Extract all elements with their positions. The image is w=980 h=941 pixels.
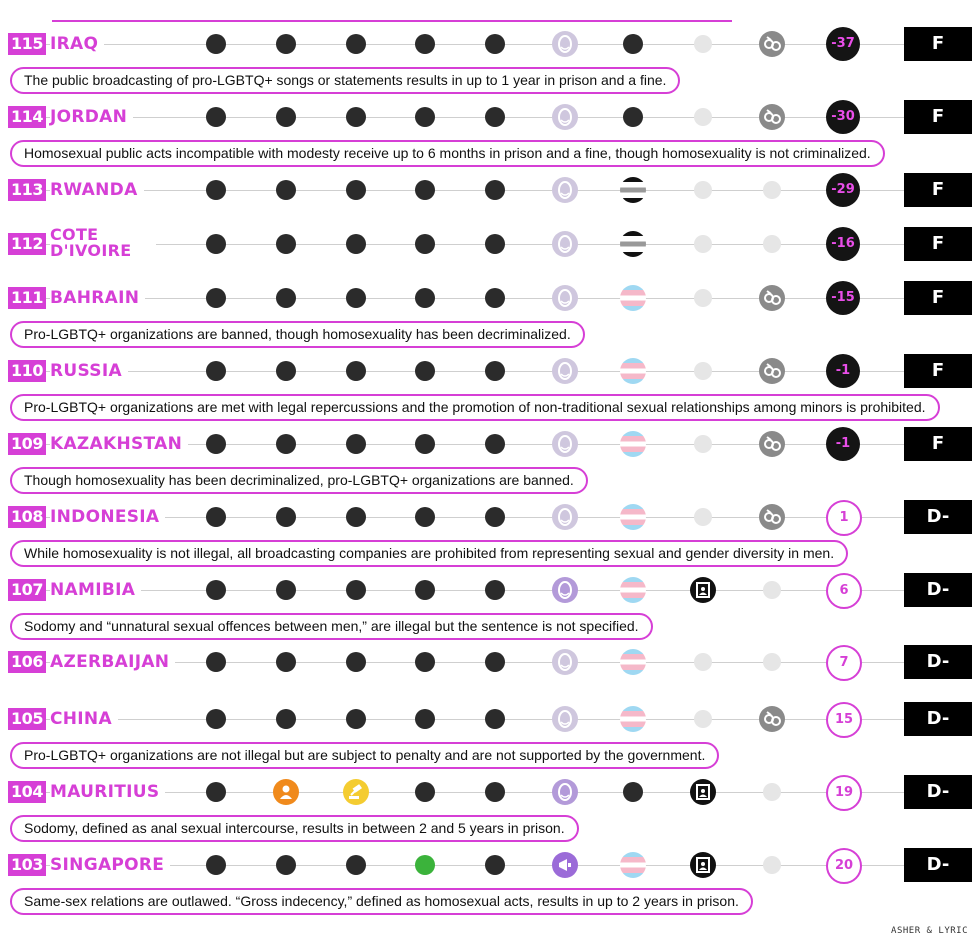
score-badge: 1	[826, 500, 862, 536]
trans-flag-icon	[620, 358, 646, 384]
handcuffs-icon	[759, 31, 785, 57]
grade-badge: F	[904, 354, 972, 388]
country-name: SINGAPORE	[50, 856, 170, 874]
dark-dot	[276, 434, 296, 454]
dark-dot	[276, 709, 296, 729]
note-callout: Pro-LGBTQ+ organizations are banned, though homosexuality has been decriminalized.	[10, 321, 585, 348]
light-dot	[763, 181, 781, 199]
dark-dot	[206, 434, 226, 454]
frame-icon	[690, 852, 716, 878]
dark-dot	[485, 107, 505, 127]
handcuffs-icon	[759, 285, 785, 311]
face-icon-purple	[552, 577, 578, 603]
grade-badge: F	[904, 100, 972, 134]
dark-dot	[623, 34, 643, 54]
country-name: COTE D'IVOIRE	[50, 227, 156, 259]
rank-badge: 113	[8, 179, 46, 201]
dark-dot	[206, 34, 226, 54]
light-dot	[694, 35, 712, 53]
grade-badge: D-	[904, 573, 972, 607]
score-badge: 19	[826, 775, 862, 811]
megaphone-icon	[552, 852, 578, 878]
rank-badge: 112	[8, 233, 46, 255]
face-icon-purple	[552, 779, 578, 805]
score-badge: 6	[826, 573, 862, 609]
country-name: BAHRAIN	[50, 289, 145, 307]
light-dot	[694, 653, 712, 671]
dark-dot	[485, 709, 505, 729]
trans-flag-icon	[620, 504, 646, 530]
grade-badge: D-	[904, 702, 972, 736]
light-dot	[694, 235, 712, 253]
handcuffs-icon	[759, 104, 785, 130]
light-dot	[694, 289, 712, 307]
dark-dot	[485, 288, 505, 308]
top-rule	[52, 20, 732, 22]
score-badge: -29	[826, 173, 860, 207]
country-name: CHINA	[50, 710, 118, 728]
dark-dot	[485, 234, 505, 254]
score-badge: -16	[826, 227, 860, 261]
country-name: JORDAN	[50, 108, 133, 126]
dark-dot	[346, 855, 366, 875]
dark-dot	[415, 34, 435, 54]
grade-badge: F	[904, 227, 972, 261]
score-badge: 7	[826, 645, 862, 681]
dark-dot	[276, 288, 296, 308]
note-callout: Though homosexuality has been decriminalized, pro-LGBTQ+ organizations are banned.	[10, 467, 588, 494]
dark-dot	[415, 234, 435, 254]
dark-dot	[276, 234, 296, 254]
score-badge: 15	[826, 702, 862, 738]
face-icon	[552, 231, 578, 257]
rank-badge: 105	[8, 708, 46, 730]
dark-dot	[276, 507, 296, 527]
light-dot	[694, 710, 712, 728]
gavel-icon	[343, 779, 369, 805]
dark-dot	[623, 107, 643, 127]
country-name: INDONESIA	[50, 508, 165, 526]
country-name: RUSSIA	[50, 362, 128, 380]
dark-dot	[206, 180, 226, 200]
score-badge: -15	[826, 281, 860, 315]
dark-dot	[206, 782, 226, 802]
dark-dot	[276, 107, 296, 127]
dark-dot	[346, 288, 366, 308]
handcuffs-icon	[759, 358, 785, 384]
handcuffs-icon	[759, 431, 785, 457]
dark-dot	[206, 580, 226, 600]
dark-dot	[206, 652, 226, 672]
grade-badge: D-	[904, 848, 972, 882]
dark-dot	[415, 652, 435, 672]
dark-dot	[346, 652, 366, 672]
dark-dot	[206, 361, 226, 381]
country-name: RWANDA	[50, 181, 144, 199]
face-icon	[552, 285, 578, 311]
light-dot	[694, 435, 712, 453]
dark-dot	[276, 180, 296, 200]
rank-badge: 110	[8, 360, 46, 382]
dark-dot	[206, 107, 226, 127]
dark-dot	[485, 855, 505, 875]
dark-dot	[346, 180, 366, 200]
dark-dot	[206, 234, 226, 254]
face-icon	[552, 358, 578, 384]
dark-dot	[623, 782, 643, 802]
light-dot	[763, 235, 781, 253]
dark-dot	[415, 288, 435, 308]
dark-dot	[206, 507, 226, 527]
trans-flag-icon	[620, 852, 646, 878]
dark-dot	[346, 34, 366, 54]
handcuffs-icon	[759, 504, 785, 530]
light-dot	[694, 108, 712, 126]
rank-badge: 106	[8, 651, 46, 673]
rank-badge: 115	[8, 33, 46, 55]
dark-dot	[346, 507, 366, 527]
dark-dot	[485, 180, 505, 200]
score-badge: -37	[826, 27, 860, 61]
handcuffs-icon	[759, 706, 785, 732]
rank-badge: 108	[8, 506, 46, 528]
dark-dot	[276, 855, 296, 875]
trans-flag-icon	[620, 706, 646, 732]
dark-dot	[415, 580, 435, 600]
note-callout: The public broadcasting of pro-LGBTQ+ songs or statements results in up to 1 year in prison and a fine.	[10, 67, 680, 94]
dark-dot	[415, 507, 435, 527]
dark-dot	[276, 34, 296, 54]
dark-dot	[415, 180, 435, 200]
stripe-flag-icon	[620, 177, 646, 203]
rank-badge: 107	[8, 579, 46, 601]
note-callout: Same-sex relations are outlawed. “Gross indecency,” defined as homosexual acts, results in up to 2 years in prison.	[10, 888, 753, 915]
light-dot	[763, 653, 781, 671]
rank-badge: 104	[8, 781, 46, 803]
dark-dot	[485, 782, 505, 802]
country-name: AZERBAIJAN	[50, 653, 175, 671]
grade-badge: D-	[904, 500, 972, 534]
rank-badge: 109	[8, 433, 46, 455]
note-callout: While homosexuality is not illegal, all broadcasting companies are prohibited from representing sexual and gender diversity in men.	[10, 540, 848, 567]
dark-dot	[485, 34, 505, 54]
dark-dot	[415, 782, 435, 802]
dark-dot	[206, 288, 226, 308]
dark-dot	[346, 361, 366, 381]
note-callout: Sodomy and “unnatural sexual offences between men,” are illegal but the sentence is not specified.	[10, 613, 653, 640]
dark-dot	[415, 709, 435, 729]
light-dot	[763, 581, 781, 599]
dark-dot	[276, 580, 296, 600]
face-icon	[552, 504, 578, 530]
person-icon	[273, 779, 299, 805]
dark-dot	[415, 361, 435, 381]
light-dot	[763, 856, 781, 874]
frame-icon	[690, 779, 716, 805]
face-icon	[552, 706, 578, 732]
frame-icon	[690, 577, 716, 603]
grade-badge: F	[904, 173, 972, 207]
grade-badge: F	[904, 427, 972, 461]
dark-dot	[346, 580, 366, 600]
dark-dot	[485, 361, 505, 381]
grade-badge: F	[904, 27, 972, 61]
light-dot	[694, 508, 712, 526]
country-name: NAMIBIA	[50, 581, 141, 599]
dark-dot	[276, 361, 296, 381]
face-icon	[552, 431, 578, 457]
face-icon	[552, 177, 578, 203]
score-badge: -1	[826, 427, 860, 461]
dark-dot	[485, 507, 505, 527]
country-name: KAZAKHSTAN	[50, 435, 188, 453]
score-badge: -30	[826, 100, 860, 134]
green-dot	[415, 855, 435, 875]
face-icon	[552, 649, 578, 675]
light-dot	[694, 362, 712, 380]
dark-dot	[346, 434, 366, 454]
score-badge: 20	[826, 848, 862, 884]
trans-flag-icon	[620, 431, 646, 457]
note-callout: Pro-LGBTQ+ organizations are met with legal repercussions and the promotion of non-traditional sexual relationships among minors is prohibited.	[10, 394, 940, 421]
grade-badge: F	[904, 281, 972, 315]
dark-dot	[206, 855, 226, 875]
face-icon	[552, 31, 578, 57]
dark-dot	[206, 709, 226, 729]
trans-flag-icon	[620, 285, 646, 311]
light-dot	[694, 181, 712, 199]
country-name: MAURITIUS	[50, 783, 165, 801]
rank-badge: 111	[8, 287, 46, 309]
dark-dot	[415, 107, 435, 127]
grade-badge: D-	[904, 775, 972, 809]
dark-dot	[485, 652, 505, 672]
trans-flag-icon	[620, 577, 646, 603]
dark-dot	[485, 434, 505, 454]
credit-text: ASHER & LYRIC	[891, 926, 968, 936]
rank-badge: 103	[8, 854, 46, 876]
note-callout: Sodomy, defined as anal sexual intercourse, results in between 2 and 5 years in prison.	[10, 815, 579, 842]
stripe-flag-icon	[620, 231, 646, 257]
light-dot	[763, 783, 781, 801]
dark-dot	[346, 107, 366, 127]
dark-dot	[346, 234, 366, 254]
note-callout: Homosexual public acts incompatible with modesty receive up to 6 months in prison and a fine, though homosexuality is not criminalized.	[10, 140, 885, 167]
score-badge: -1	[826, 354, 860, 388]
note-callout: Pro-LGBTQ+ organizations are not illegal but are subject to penalty and are not supported by the government.	[10, 742, 719, 769]
face-icon	[552, 104, 578, 130]
dark-dot	[415, 434, 435, 454]
dark-dot	[346, 709, 366, 729]
dark-dot	[276, 652, 296, 672]
country-name: IRAQ	[50, 35, 104, 53]
grade-badge: D-	[904, 645, 972, 679]
rank-badge: 114	[8, 106, 46, 128]
dark-dot	[485, 580, 505, 600]
trans-flag-icon	[620, 649, 646, 675]
